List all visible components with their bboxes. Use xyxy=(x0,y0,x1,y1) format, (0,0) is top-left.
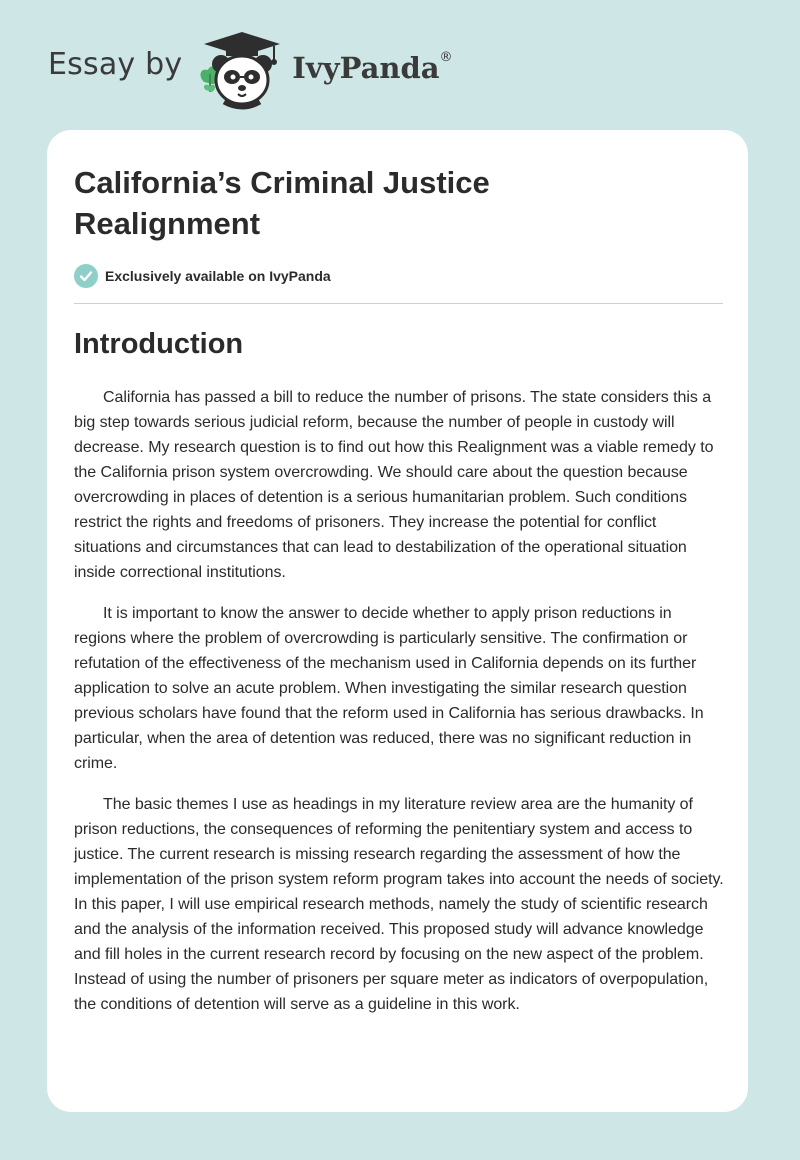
paragraph: California has passed a bill to reduce the number of prisons. The state considers this a big step towards serious judicial reform, because the number of people in custody will decrease. My research question is to find out how this Realignment was a viable remedy to the California prison system overcrowding. We should care about the question because overcrowding in places of detention is a serious humanitarian problem. Such conditions restrict the rights and freedoms of prisoners. They increase the potential for conflict situations and circumstances that can lead to destabilization of the operational situation inside correctional institutions. xyxy=(74,389,714,581)
essay-body xyxy=(74,385,724,1033)
essay-by-label: Essay by xyxy=(48,46,183,82)
essay-card xyxy=(47,130,748,1112)
badge-label: Exclusively available on IvyPanda xyxy=(105,268,331,284)
brand-logo-text[interactable]: IvyPanda® xyxy=(292,50,453,85)
paragraph: The basic themes I use as headings in my literature review area are the humanity of prison reductions, the consequences of reforming the penitentiary system and access to justice. The current research is missing research regarding the assessment of how the implementation of the prison system reform program takes into account the needs of society. In this paper, I will use empirical research methods, namely the study of scientific research and the analysis of the information received. This proposed study will advance knowledge and fill holes in the current research record by focusing on the new aspect of the problem. Instead of using the number of prisoners per square meter as indicators of overpopulation, the conditions of detention will serve as a guideline in this work. xyxy=(74,796,724,1013)
check-circle-icon xyxy=(74,264,98,288)
essay-title: California’s Criminal Justice Realignment xyxy=(74,165,490,241)
panda-graduate-icon[interactable] xyxy=(196,30,288,110)
registered-mark: ® xyxy=(439,50,453,66)
site-header xyxy=(48,30,453,110)
exclusive-badge xyxy=(74,264,331,288)
divider xyxy=(74,303,723,304)
section-heading: Introduction xyxy=(74,328,244,360)
paragraph: It is important to know the answer to decide whether to apply prison reductions in regions where the problem of overcrowding is particularly sensitive. The confirmation or refutation of the effectiveness of the mechanism used in California depends on its further application to solve an acute problem. When investigating the similar research question previous scholars have found that the reform used in California has serious drawbacks. In particular, when the area of detention was reduced, there was no significant reduction in crime. xyxy=(74,605,704,772)
